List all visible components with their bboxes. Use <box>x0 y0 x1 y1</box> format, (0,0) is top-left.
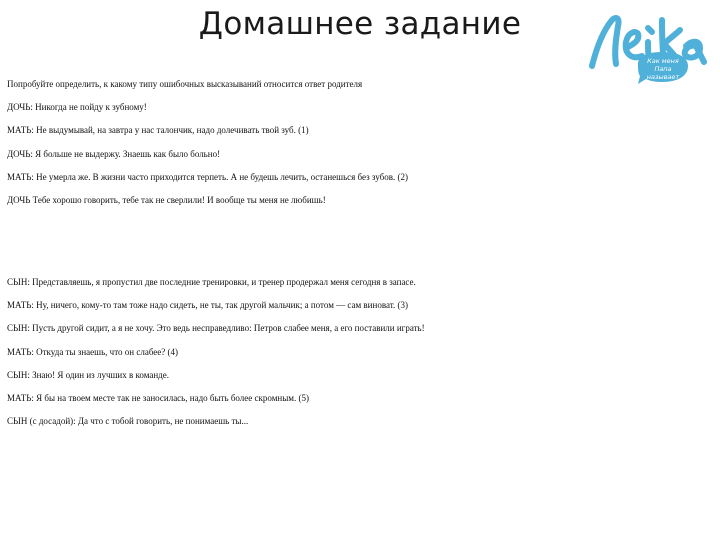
dialogue-line: ДОЧЬ: Я больше не выдержу. Знаешь как было больно! <box>7 148 221 159</box>
dialogue-line: МАТЬ: Я бы на твоем месте так не заносилась, надо быть более скромным. (5) <box>7 393 309 404</box>
dialogue-son-mother <box>7 271 715 433</box>
dialogue-line: МАТЬ: Ну, ничего, кому-то там тоже надо сидеть, не ты, так другой мальчик; а потом — сам виноват. (3) <box>7 300 408 311</box>
dialogue-line: ДОЧЬ: Никогда не пойду к зубному! <box>7 102 147 113</box>
dialogue-line: МАТЬ: Не умерла же. В жизни часто приходится терпеть. А не будешь лечить, останешься без зубов. (2) <box>7 171 408 182</box>
logo-tagline-3: называет <box>646 73 680 81</box>
dialogue-line: СЫН (с досадой): Да что с тобой говорить, не понимаешь ты... <box>7 416 249 427</box>
dialogue-daughter-mother <box>7 73 715 212</box>
logo-tagline-2: Папа <box>654 65 672 73</box>
instruction-line: Попробуйте определить, к какому типу ошибочных высказываний относится ответ родителя <box>7 79 363 89</box>
slide-title: Домашнее задание <box>198 6 522 42</box>
dialogue-line: СЫН: Пусть другой сидит, а я не хочу. Это ведь несправедливо: Петров слабее меня, а его поставили играть! <box>7 323 425 334</box>
dialogue-line: ДОЧЬ Тебе хорошо говорить, тебе так не сверлили! И вообще ты меня не любишь! <box>7 195 326 206</box>
dialogue-line: МАТЬ: Не выдумывай, на завтра у нас талончик, надо долечивать твой зуб. (1) <box>7 125 309 136</box>
dialogue-line: СЫН: Знаю! Я один из лучших в команде. <box>7 369 169 380</box>
dialogue-line: СЫН: Представляешь, я пропустил две последние тренировки, и тренер продержал меня сегодня в запасе. <box>7 277 416 287</box>
logo-tagline-1: Как меня <box>647 57 679 65</box>
dialogue-line: МАТЬ: Откуда ты знаешь, что он слабее? (4) <box>7 346 179 357</box>
